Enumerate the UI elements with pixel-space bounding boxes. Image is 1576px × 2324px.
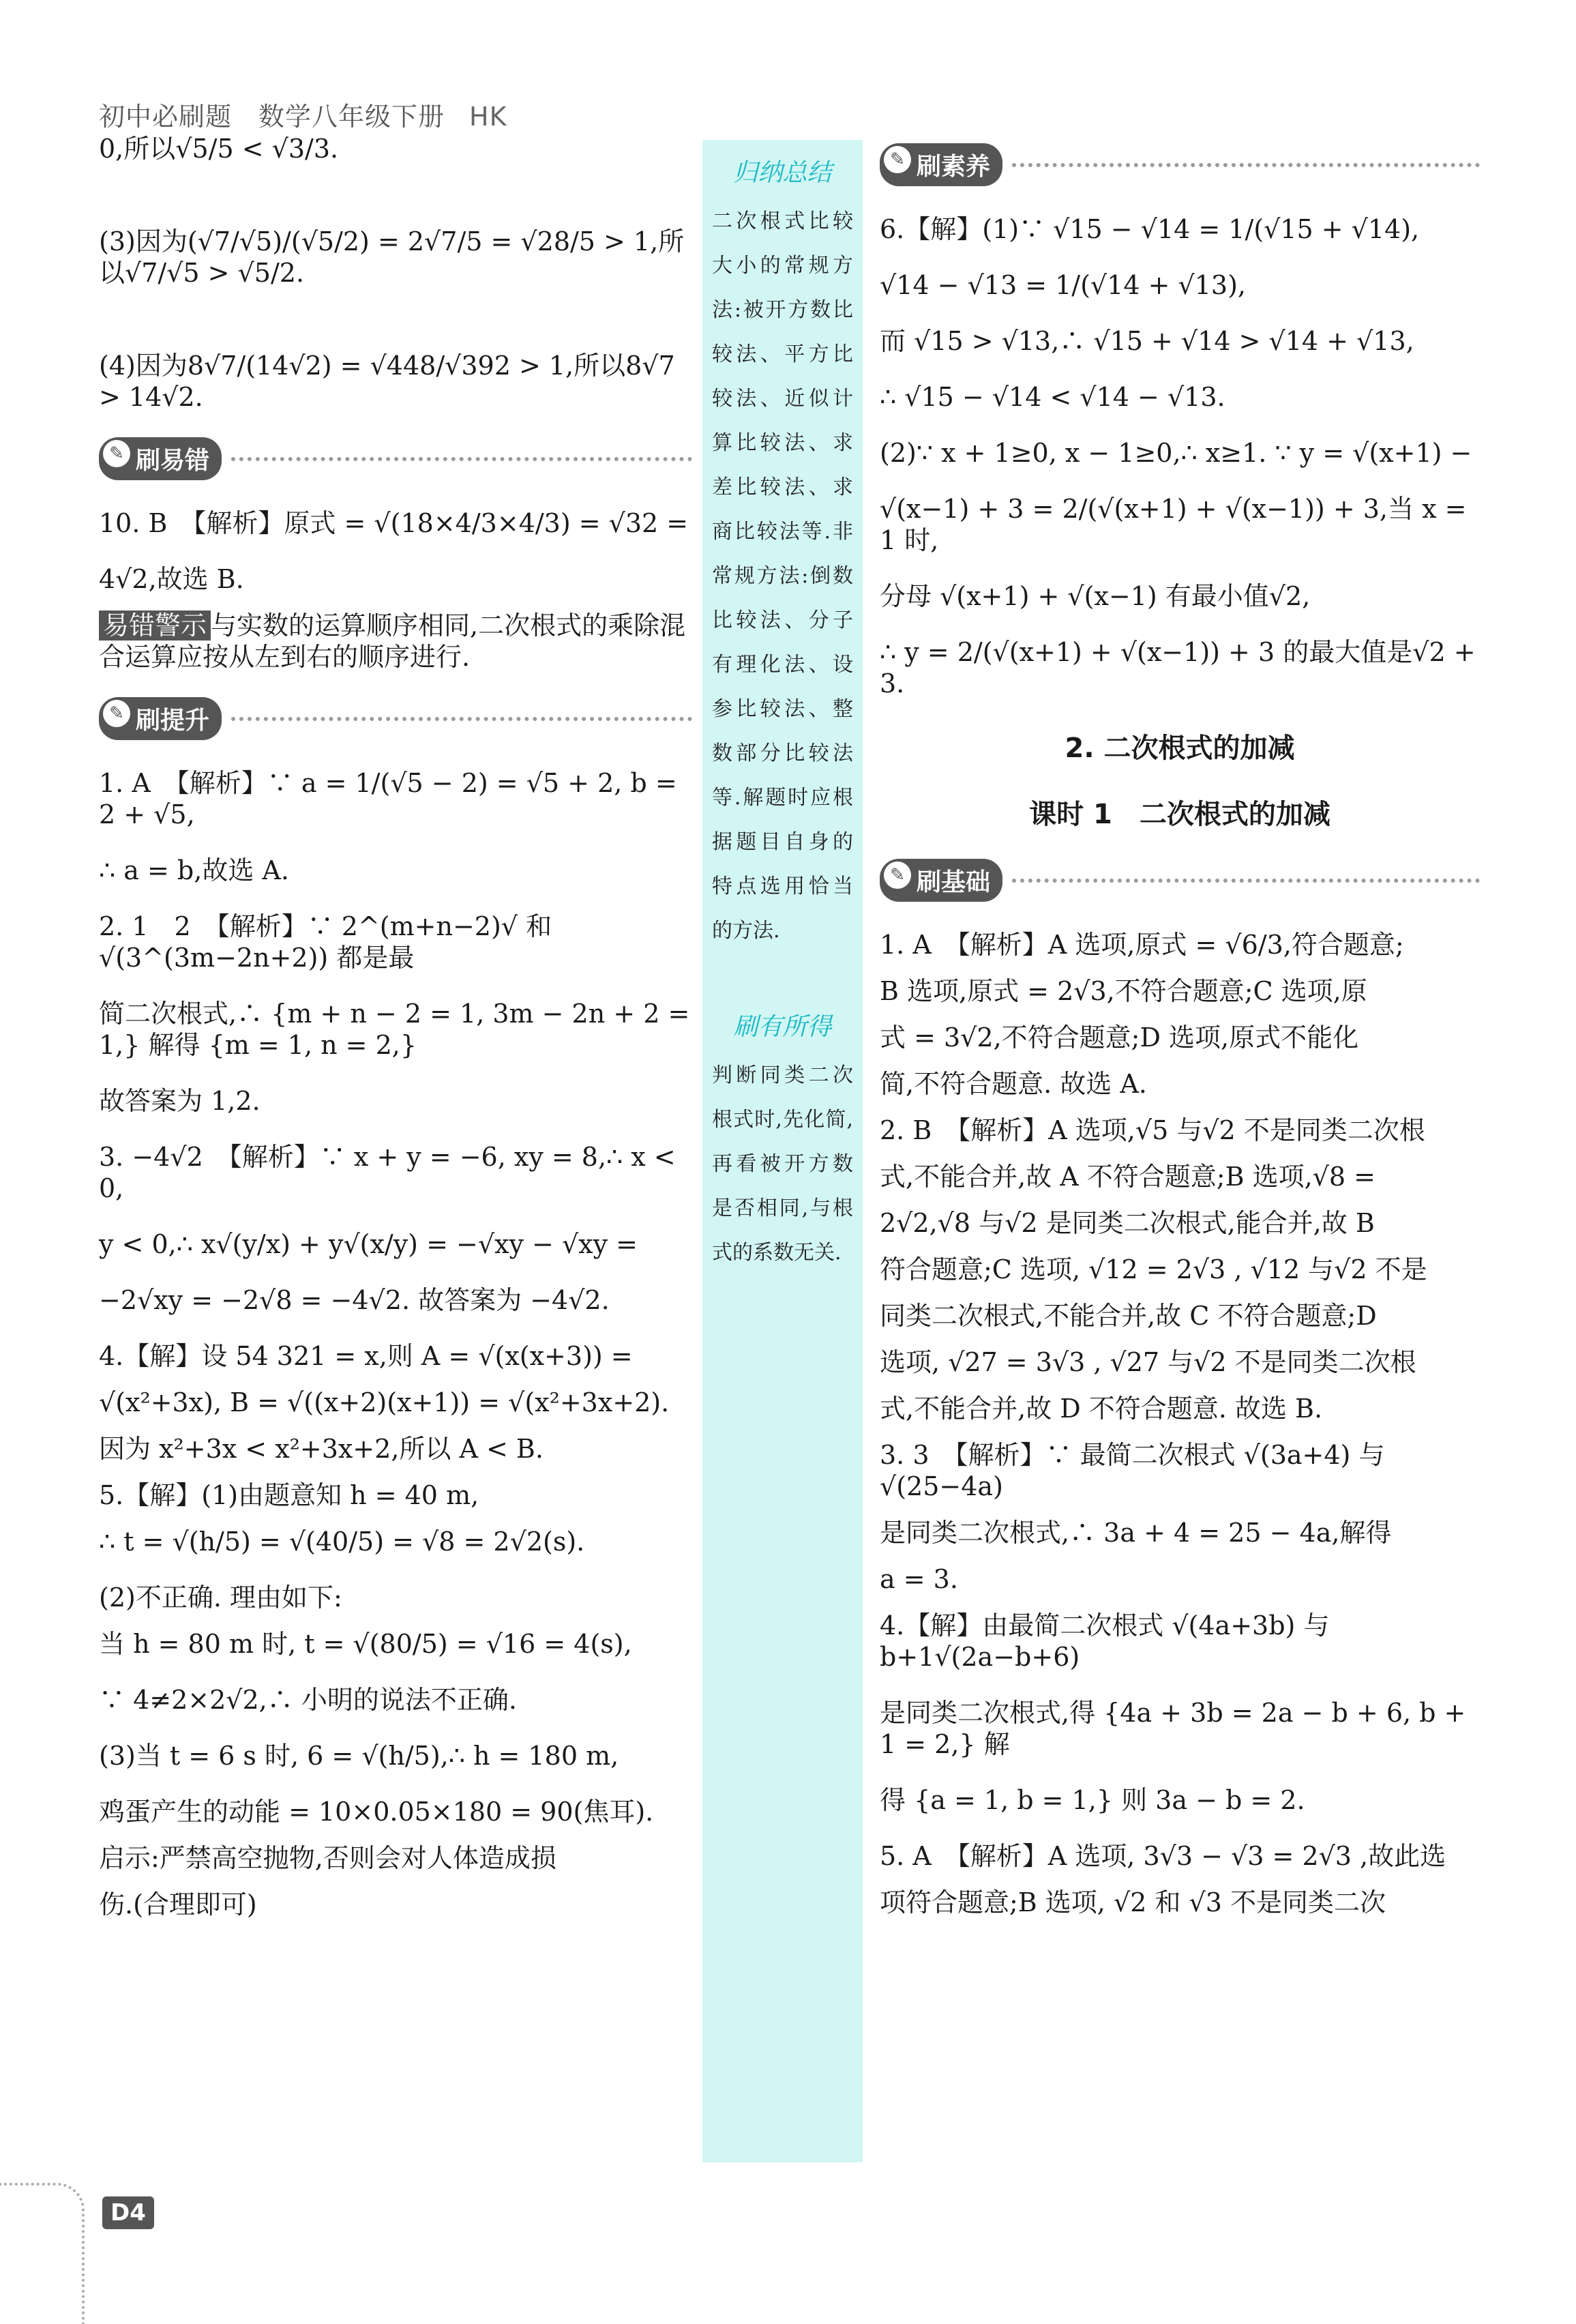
answer-line: a = 3. — [880, 1564, 958, 1594]
dotted-divider — [1012, 879, 1480, 883]
answer-line: 故答案为 1,2. — [99, 1086, 261, 1116]
answer-line: 5.【解】(1)由题意知 h = 40 m, — [99, 1480, 479, 1510]
answer-line: 简,不符合题意. 故选 A. — [880, 1069, 1147, 1099]
tip-text-summary: 二次根式比较大小的常规方法:被开方数比较法、平方比较法、近似计算比较法、求差比较法、求商比较法等.非常规方法:倒数比较法、分子有理化法、设参比较法、整数部分比较法等.解题时应根据题目自身的特点选用恰当的方法. — [712, 209, 853, 943]
answer-line: 式 = 3√2,不符合题意;D 选项,原式不能化 — [880, 1023, 1359, 1053]
right-column — [880, 133, 1480, 1933]
answer-line: 式,不能合并,故 A 不符合题意;B 选项,√8 = — [880, 1162, 1376, 1192]
answer-line: 当 h = 80 m 时, t = √(80/5) = √16 = 4(s), — [99, 1629, 632, 1659]
tip-title-summary: 归纳总结 — [733, 159, 832, 187]
answer-line: (3)当 t = 6 s 时, 6 = √(h/5),∴ h = 180 m, — [99, 1741, 619, 1771]
dotted-divider — [231, 457, 692, 461]
pen-icon: ✎ — [103, 440, 130, 467]
section-header-improve: ✎ 刷提升 — [99, 697, 692, 740]
answer-line: √14 − √13 = 1/(√14 + √13), — [880, 270, 1246, 300]
book-title: 初中必刷题 数学八年级下册 — [99, 102, 445, 132]
page-header — [99, 95, 507, 133]
answer-line: 项符合题意;B 选项, √2 和 √3 不是同类二次 — [880, 1887, 1386, 1917]
lesson-heading: 课时 1 二次根式的加减 — [1029, 799, 1330, 830]
answer-line: 是同类二次根式,得 {4a + 3b = 2a − b + 6, b + 1 = 2,} 解 — [880, 1698, 1466, 1759]
text-line: (4)因为8√7/(14√2) = √448/√392 > 1,所以8√7 > 14√2. — [99, 351, 675, 412]
answer-line: 分母 √(x+1) + √(x−1) 有最小值√2, — [880, 581, 1311, 611]
answer-line: 6.【解】(1)∵ √15 − √14 = 1/(√15 + √14), — [880, 214, 1420, 244]
answer-line: 1. A 【解析】∵ a = 1/(√5 − 2) = √5 + 2, b = 2 + √5, — [99, 768, 677, 829]
answer-line: 伤.(合理即可) — [99, 1889, 257, 1919]
answer-line: √(x²+3x), B = √((x+2)(x+1)) = √(x²+3x+2). — [99, 1387, 670, 1417]
dotted-divider — [1012, 163, 1480, 167]
section-header-basic: ✎ 刷基础 — [880, 859, 1480, 902]
answer-line: ∴ y = 2/(√(x+1) + √(x−1)) + 3 的最大值是√2 + 3. — [880, 637, 1476, 698]
answer-line: 3. 3 【解析】∵ 最简二次根式 √(3a+4) 与 √(25−4a) — [880, 1440, 1385, 1501]
answer-line: 1. A 【解析】A 选项,原式 = √6/3,符合题意; — [880, 930, 1404, 960]
answer-line: 得 {a = 1, b = 1,} 则 3a − b = 2. — [880, 1785, 1305, 1815]
answer-line: 因为 x²+3x < x²+3x+2,所以 A < B. — [99, 1434, 544, 1464]
dotted-divider — [231, 717, 692, 721]
page-number: D4 — [102, 2196, 154, 2229]
answer-line: (2)∵ x + 1≥0, x − 1≥0,∴ x≥1. ∵ y = √(x+1) − — [880, 438, 1472, 468]
answer-line: 是同类二次根式,∴ 3a + 4 = 25 − 4a,解得 — [880, 1518, 1392, 1548]
tip-title-gain: 刷有所得 — [733, 1013, 832, 1041]
edition-label: HK — [469, 102, 507, 132]
answer-line: 2. 1 2 【解析】∵ 2^(m+n−2)√ 和 √(3^(3m−2n+2)) 都是最 — [99, 911, 552, 973]
answer-line: ∴ √15 − √14 < √14 − √13. — [880, 382, 1225, 412]
corner-decoration — [0, 2183, 85, 2324]
pen-icon: ✎ — [103, 700, 130, 727]
answer-line: 启示:严禁高空抛物,否则会对人体造成损 — [99, 1843, 556, 1873]
answer-line: 2. B 【解析】A 选项,√5 与√2 不是同类二次根 — [880, 1115, 1425, 1145]
tip-text-gain: 判断同类二次根式时,先化简,再看被开方数是否相同,与根式的系数无关. — [712, 1063, 853, 1265]
section-header-easy-mistake: ✎ 刷易错 — [99, 437, 692, 480]
left-column — [99, 133, 692, 1935]
warning-label: 易错警示 — [99, 611, 211, 641]
answer-line: 3. −4√2 【解析】∵ x + y = −6, xy = 8,∴ x < 0, — [99, 1142, 676, 1203]
answer-line: 符合题意;C 选项, √12 = 2√3 , √12 与√2 不是 — [880, 1254, 1427, 1284]
answer-line: 10. B 【解析】原式 = √(18×4/3×4/3) = √32 = — [99, 508, 689, 538]
answer-line: 4√2,故选 B. — [99, 564, 244, 594]
tips-sidebar — [702, 140, 863, 2162]
answer-line: ∴ a = b,故选 A. — [99, 855, 289, 885]
warning-text: 与实数的运算顺序相同,二次根式的乘除混合运算应按从左到右的顺序进行. — [99, 611, 686, 672]
answer-line: B 选项,原式 = 2√3,不符合题意;C 选项,原 — [880, 976, 1367, 1006]
answer-line: y < 0,∴ x√(y/x) + y√(x/y) = −√xy − √xy = — [99, 1229, 638, 1259]
answer-line: 式,不能合并,故 D 不符合题意. 故选 B. — [880, 1394, 1323, 1424]
answer-line: ∵ 4≠2×2√2,∴ 小明的说法不正确. — [99, 1685, 517, 1715]
text-line: (3)因为(√7/√5)/(√5/2) = 2√7/5 = √28/5 > 1,所以√7/√5 > √5/2. — [99, 226, 685, 288]
answer-line: 4.【解】设 54 321 = x,则 A = √(x(x+3)) = — [99, 1341, 633, 1371]
answer-line: 同类二次根式,不能合并,故 C 不符合题意;D — [880, 1301, 1377, 1331]
pen-icon: ✎ — [884, 862, 911, 889]
answer-line: (2)不正确. 理由如下: — [99, 1583, 342, 1613]
warning-note — [99, 610, 692, 673]
answer-line: ∴ t = √(h/5) = √(40/5) = √8 = 2√2(s). — [99, 1527, 585, 1557]
answer-line: 鸡蛋产生的动能 = 10×0.05×180 = 90(焦耳). — [99, 1797, 654, 1827]
answer-line: √(x−1) + 3 = 2/(√(x+1) + √(x−1)) + 3,当 x = 1 时, — [880, 494, 1467, 555]
answer-line: 选项, √27 = 3√3 , √27 与√2 不是同类二次根 — [880, 1347, 1416, 1377]
pen-icon: ✎ — [884, 146, 911, 173]
section-header-literacy: ✎ 刷素养 — [880, 143, 1480, 186]
answer-line: 而 √15 > √13,∴ √15 + √14 > √14 + √13, — [880, 326, 1414, 356]
section-heading: 2. 二次根式的加减 — [1065, 733, 1295, 764]
text-line: 0,所以√5/5 < √3/3. — [99, 134, 339, 164]
answer-line: 5. A 【解析】A 选项, 3√3 − √3 = 2√3 ,故此选 — [880, 1841, 1446, 1871]
answer-line: −2√xy = −2√8 = −4√2. 故答案为 −4√2. — [99, 1285, 610, 1315]
answer-line: 4.【解】由最简二次根式 √(4a+3b) 与 b+1√(2a−b+6) — [880, 1610, 1330, 1672]
answer-line: 2√2,√8 与√2 是同类二次根式,能合并,故 B — [880, 1208, 1375, 1238]
answer-line: 简二次根式,∴ {m + n − 2 = 1, 3m − 2n + 2 = 1,} 解得 {m = 1, n = 2,} — [99, 999, 690, 1060]
